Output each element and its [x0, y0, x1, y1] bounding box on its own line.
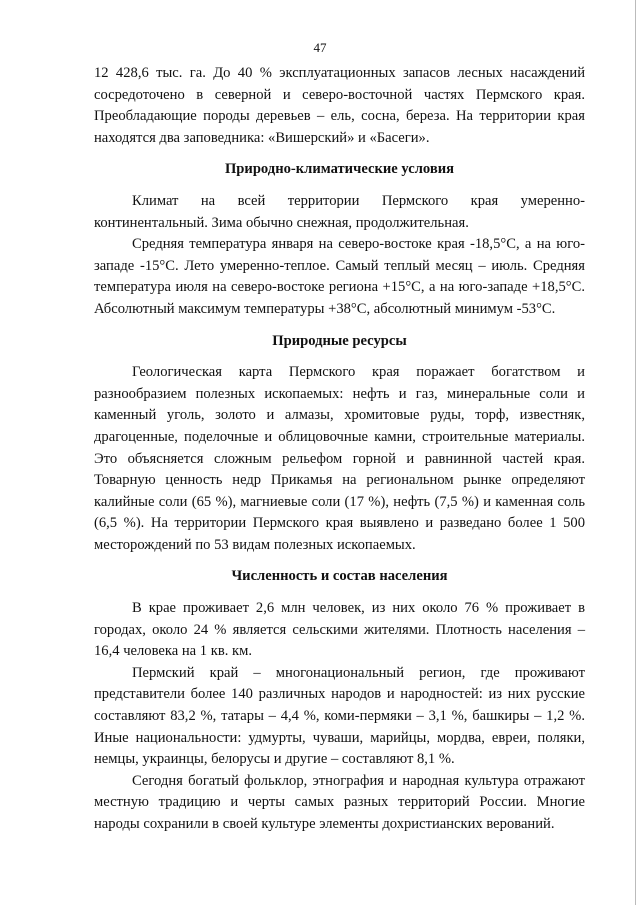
paragraph: В крае проживает 2,6 млн человек, из них около 76 % проживает в городах, около 24 % является сельскими жителями. Плотность населения – 16,4 человека на 1 кв. км.: [94, 600, 585, 660]
paragraph: Геологическая карта Пермского края поражает богатством и разнообразием полезных ископаемых: нефть и газ, минеральные соли и каменный уголь, золото и алмазы, хромитовые руды, торф, известняк, драгоценные, поделочные и облицовочные камни, строительные материалы. Это объясняется сложным рельефом горной и равнинной частей края. Товарную ценность недр Прикамья на региональном рынке определяют калийные соли (65 %), магниевые соли (17 %), нефть (7,5 %) и каменная соль (6,5 %). На территории Пермского края выявлено и разведано более 1 500 месторождений по 53 видам полезных ископаемых.: [94, 364, 585, 553]
section-heading-population: Численность и состав населения: [231, 568, 448, 585]
section-heading-resources: Природные ресурсы: [272, 332, 407, 349]
page-content: [94, 63, 585, 836]
paragraph: Пермский край – многонациональный регион, где проживают представители более 140 различных народов и народностей: из них русские составляют 83,2 %, татары – 4,4 %, коми-пермяки – 3,1 %, башкиры – 1,2 %. Иные национальности: удмурты, чуваши, марийцы, мордва, евреи, поляки, немцы, украинцы, белорусы и другие – составляют 8,1 %.: [94, 664, 585, 768]
paragraph: Сегодня богатый фольклор, этнография и народная культура отражают местную традицию и черты самых разных территорий России. Многие народы сохранили в своей культуре элементы дохристианских верований.: [94, 772, 585, 832]
paragraph: Средняя температура января на северо-востоке края -18,5°С, а на юго-западе -15°С. Лето умеренно-теплое. Самый теплый месяц – июль. Средняя температура июля на северо-востоке региона +15°С, а на юго-западе +18,5°С. Абсолютный максимум температуры +38°С, абсолютный минимум -53°С.: [94, 236, 585, 317]
paragraph: Климат на всей территории Пермского края умеренно-континентальный. Зима обычно снежная, продолжительная.: [94, 192, 585, 231]
page-number: 47: [313, 40, 327, 55]
page-edge-line: [635, 0, 636, 905]
section-heading-climate: Природно-климатические условия: [224, 161, 455, 178]
intro-paragraph: 12 428,6 тыс. га. До 40 % эксплуатационных запасов лесных насаждений сосредоточено в северной и северо-восточной частях Пермского края. Преобладающие породы деревьев – ель, сосна, береза. На территории края находятся два заповедника: «Вишерский» и «Басеги».: [94, 65, 585, 146]
